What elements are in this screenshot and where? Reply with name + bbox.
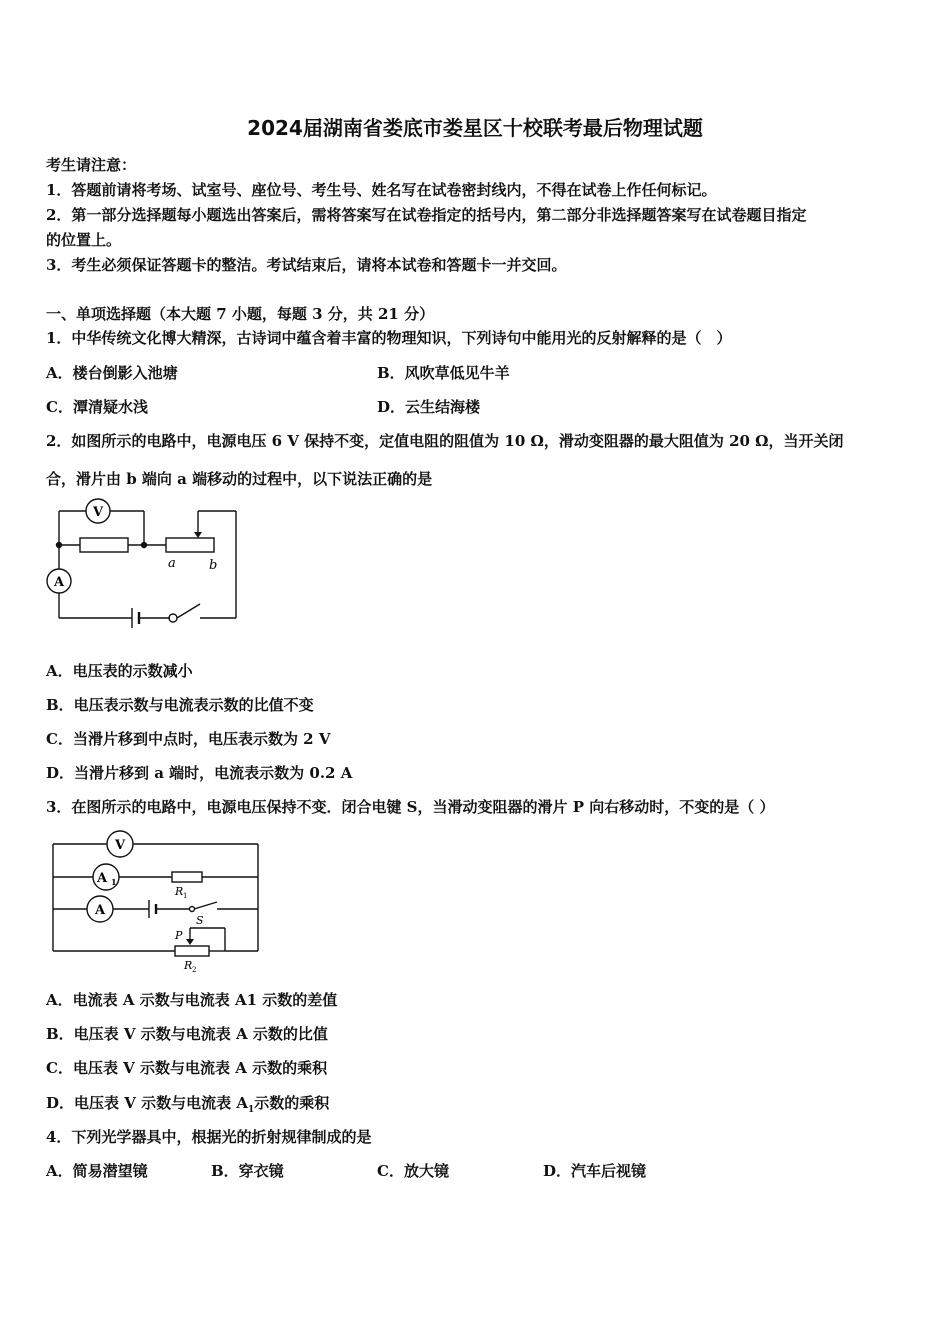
q3-r1-sub: 1 [183, 892, 188, 900]
q2-option-c: C．当滑片移到中点时，电压表示数为 2 V [46, 730, 331, 748]
q3-option-d-sub: 1 [247, 1105, 255, 1115]
q3-r2-label: R [184, 959, 193, 972]
q4-option-a: A．简易潜望镜 [46, 1162, 148, 1180]
notice-item-2-cont: 的位置上。 [46, 231, 122, 249]
q4-option-c: C．放大镜 [377, 1162, 449, 1180]
notice-item-3: 3．考生必须保证答题卡的整洁。考试结束后，请将本试卷和答题卡一并交回。 [46, 256, 567, 274]
q3-ammeter-a1-label: A [96, 871, 108, 886]
q2-option-a: A．电压表的示数减小 [46, 662, 193, 680]
q1-option-a: A．楼台倒影入池塘 [46, 364, 178, 382]
notice-heading: 考生请注意： [46, 156, 137, 174]
q2-option-d: D．当滑片移到 a 端时，电流表示数为 0.2 A [46, 764, 353, 782]
q1-option-d: D．云生结海楼 [377, 398, 481, 416]
q3-option-d-main: D．电压表 V 示数与电流表 A [46, 1094, 248, 1112]
ammeter-label: A [53, 575, 65, 590]
q3-option-a: A．电流表 A 示数与电流表 A1 示数的差值 [46, 991, 338, 1009]
q3-option-c: C．电压表 V 示数与电流表 A 示数的乘积 [46, 1059, 328, 1077]
q4-option-b: B．穿衣镜 [211, 1162, 284, 1180]
end-b-label: b [209, 558, 218, 573]
q1-option-c: C．潭清疑水浅 [46, 398, 148, 416]
q2-stem-line-1: 2．如图所示的电路中，电源电压 6 V 保持不变，定值电阻的阻值为 10 Ω，滑动变阻器的最大阻值为 20 Ω，当开关闭 [46, 432, 844, 450]
notice-item-1: 1．答题前请将考场、试室号、座位号、考生号、姓名写在试卷密封线内，不得在试卷上作任何标记。 [46, 181, 717, 199]
q3-slider-label: P [175, 929, 183, 942]
q3-stem: 3．在图所示的电路中，电源电压保持不变．闭合电键 S，当滑动变阻器的滑片 P 向右移动时，不变的是（ ） [46, 798, 775, 816]
q3-voltmeter-label: V [114, 838, 126, 853]
q3-option-d [46, 1092, 329, 1115]
q3-option-d-tail: 示数的乘积 [254, 1094, 330, 1112]
notice-item-2: 2．第一部分选择题每小题选出答案后，需将答案写在试卷指定的括号内，第二部分非选择题答案写在试卷题目指定 [46, 206, 807, 224]
q3-ammeter-a1-sub: 1 [111, 877, 117, 887]
q4-option-d: D．汽车后视镜 [543, 1162, 647, 1180]
q2-option-b: B．电压表示数与电流表示数的比值不变 [46, 696, 314, 714]
voltmeter-label: V [92, 505, 104, 520]
q3-circuit-diagram [45, 826, 265, 976]
section-heading: 一、单项选择题（本大题 7 小题，每题 3 分，共 21 分） [46, 305, 435, 323]
q1-stem: 1．中华传统文化博大精深，古诗词中蕴含着丰富的物理知识，下列诗句中能用光的反射解释的是（ ） [46, 329, 732, 347]
q2-stem-line-2: 合，滑片由 b 端向 a 端移动的过程中，以下说法正确的是 [46, 470, 433, 488]
q3-r2-sub: 2 [192, 966, 197, 974]
q3-switch-label: S [196, 914, 204, 927]
q3-option-b: B．电压表 V 示数与电流表 A 示数的比值 [46, 1025, 328, 1043]
end-a-label: a [168, 556, 176, 571]
q3-ammeter-a-label: A [94, 903, 106, 918]
q3-r1-label: R [175, 885, 184, 898]
q2-circuit-diagram [40, 495, 245, 635]
q4-stem: 4．下列光学器具中，根据光的折射规律制成的是 [46, 1128, 372, 1146]
page-title: 2024届湖南省娄底市娄星区十校联考最后物理试题 [247, 116, 703, 140]
q1-option-b: B．风吹草低见牛羊 [377, 364, 510, 382]
